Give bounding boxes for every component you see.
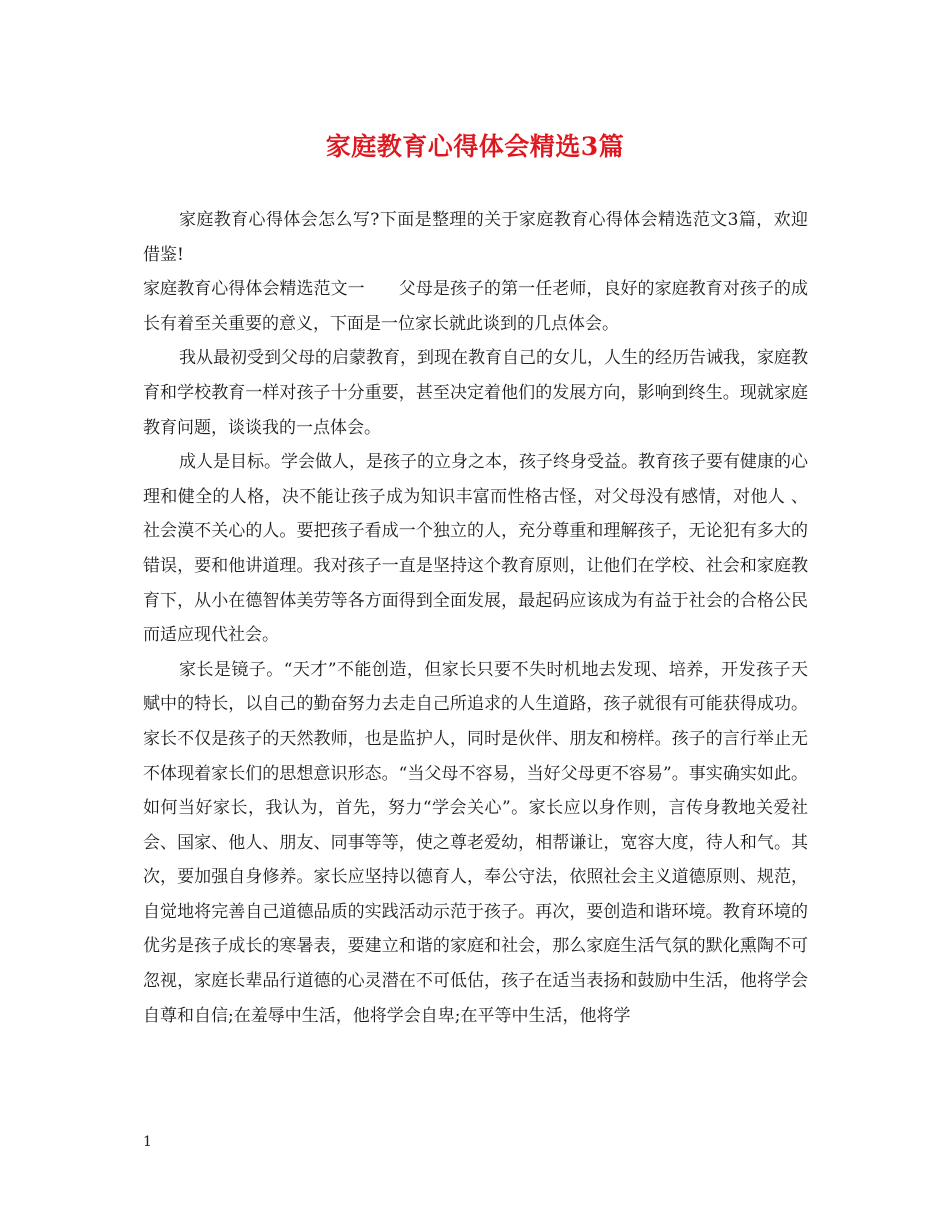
page-number: 1 [143,1134,152,1150]
paragraph-personal-experience: 我从最初受到父母的启蒙教育，到现在教育自己的女儿，人生的经历告诫我，家庭教育和学校教育一样对孩子十分重要，甚至决定着他们的发展方向，影响到终生。现就家庭教育问题，谈谈我的一点体会。 [143,348,808,438]
document-title: 家庭教育心得体会精选3篇 [325,132,625,161]
paragraph-intro: 家庭教育心得体会怎么写?下面是整理的关于家庭教育心得体会精选范文3篇，欢迎借鉴! [143,210,808,265]
document-body [143,203,808,1033]
paragraph-parents-as-mirror: 家长是镜子。“天才”不能创造，但家长只要不失时机地去发现、培养，开发孩子天赋中的特长，以自己的勤奋努力去走自己所追求的人生道路，孩子就很有可能获得成功。家长不仅是孩子的天然教师，也是监护人，同时是伙伴、朋友和榜样。孩子的言行举止无不体现着家长们的思想意识形态。“当父母不容易，当好父母更不容易”。事实确实如此。如何当好家长，我认为，首先，努力“学会关心”。家长应以身作则，言传身教地关爱社会、国家、他人、朋友、同事等等，使之尊老爱幼，相帮谦让，宽容大度，待人和气。其次，要加强自身修养。家长应坚持以德育人，奉公守法，依照社会主义道德原则、规范，自觉地将完善自己道德品质的实践活动示范于孩子。再次，要创造和谐环境。教育环境的优劣是孩子成长的寒暑表，要建立和谐的家庭和社会，那么家庭生活气氛的默化熏陶不可忽视，家庭长辈品行道德的心灵潜在不可低估，孩子在适当表扬和鼓励中生活，他将学会自尊和自信;在羞辱中生活，他将学会自卑;在平等中生活，他将学 [143,659,808,1026]
paragraph-essay-one-opening: 家庭教育心得体会精选范文一 父母是孩子的第一任老师，良好的家庭教育对孩子的成长有着至关重要的意义，下面是一位家长就此谈到的几点体会。 [143,279,808,334]
paragraph-growing-up-goal: 成人是目标。学会做人，是孩子的立身之本，孩子终身受益。教育孩子要有健康的心理和健全的人格，决不能让孩子成为知识丰富而性格古怪，对父母没有感情，对他人 、社会漠不关心的人。要把孩子看成一个独立的人，充分尊重和理解孩子，无论犯有多大的错误，要和他讲道理。我对孩子一直是坚持这个教育原则，让他们在学校、社会和家庭教育下，从小在德智体美劳等各方面得到全面发展，最起码应该成为有益于社会的合格公民而适应现代社会。 [143,452,808,646]
